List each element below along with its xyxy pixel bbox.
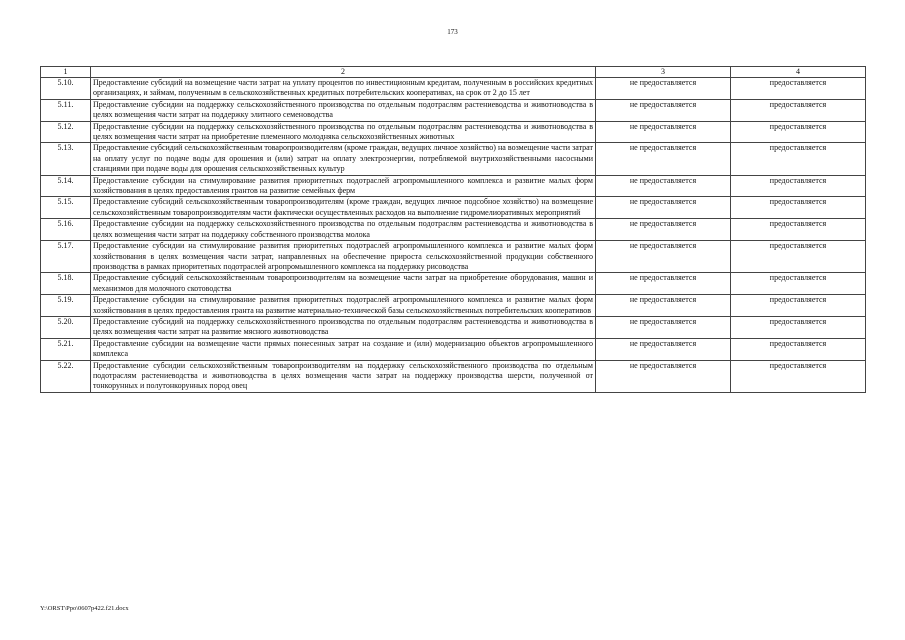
row-number: 5.14.: [41, 175, 91, 197]
row-description: Предоставление субсидий сельскохозяйственным товаропроизводителям на возмещение части затрат на приобретение оборудования, машин и механизмов для молочного скотоводства: [91, 273, 596, 295]
row-column-3-value: не предоставляется: [596, 273, 731, 295]
row-column-3-value: не предоставляется: [596, 219, 731, 241]
table-row: [41, 316, 866, 338]
row-column-3-value: не предоставляется: [596, 295, 731, 317]
row-number: 5.20.: [41, 316, 91, 338]
table-row: [41, 295, 866, 317]
header-cell-3: 3: [596, 67, 731, 78]
row-column-3-value: не предоставляется: [596, 197, 731, 219]
row-description: Предоставление субсидии на стимулирование развития приоритетных подотраслей агропромышленного комплекса и развитие малых форм хозяйствования в целях предоставления гранта на развитие материально-технической базы сельскохозяйственных потребительских кооперативов: [91, 295, 596, 317]
row-description: Предоставление субсидии на поддержку сельскохозяйственного производства по отдельным подотраслям растениеводства и животноводства в целях возмещения части затрат на приобретение племенного молодняка сельскохозяйственных животных: [91, 121, 596, 143]
row-column-4-value: предоставляется: [731, 197, 866, 219]
table-row: [41, 121, 866, 143]
row-description: Предоставление субсидии на возмещение части прямых понесенных затрат на создание и (или) модернизацию объектов агропромышленного комплекса: [91, 338, 596, 360]
row-number: 5.19.: [41, 295, 91, 317]
table-row: [41, 219, 866, 241]
row-number: 5.17.: [41, 241, 91, 273]
row-column-4-value: предоставляется: [731, 143, 866, 175]
footer-file-path: Y:\ORST\Ppo\0607p422.f21.docx: [40, 605, 129, 612]
row-description: Предоставление субсидий сельскохозяйственным товаропроизводителям (кроме граждан, ведущих личное хозяйство) на возмещение части затрат на оплату услуг по подаче воды для орошения и (или) затрат на оплату электроэнергии, потребляемой внутрихозяйственными насосными станциями при подаче воды для орошения сельскохозяйственных культур: [91, 143, 596, 175]
header-cell-4: 4: [731, 67, 866, 78]
row-number: 5.10.: [41, 78, 91, 100]
table-row: [41, 197, 866, 219]
row-description: Предоставление субсидий на возмещение части затрат на уплату процентов по инвестиционным кредитам, полученным в российских кредитных организациях, и займам, полученным в сельскохозяйственных кредитных потребительских кооперативах, на срок от 2 до 15 лет: [91, 78, 596, 100]
row-column-3-value: не предоставляется: [596, 360, 731, 392]
row-number: 5.13.: [41, 143, 91, 175]
row-description: Предоставление субсидии сельскохозяйственным товаропроизводителям на поддержку сельскохозяйственного производства по отдельным подотраслям растениеводства и животноводства в целях возмещения части затрат на поддержку производства шерсти, полученной от тонкорунных и полутонкорунных пород овец: [91, 360, 596, 392]
row-column-4-value: предоставляется: [731, 241, 866, 273]
row-column-4-value: предоставляется: [731, 121, 866, 143]
subsidy-table: [40, 66, 866, 393]
table-row: [41, 360, 866, 392]
row-description: Предоставление субсидий сельскохозяйственным товаропроизводителям (кроме граждан, ведущих личное подсобное хозяйство) на возмещение сельскохозяйственным товаропроизводителям части фактически осуществленных расходов на выполнение гидромелиоративных мероприятий: [91, 197, 596, 219]
row-column-3-value: не предоставляется: [596, 338, 731, 360]
row-number: 5.12.: [41, 121, 91, 143]
row-column-4-value: предоставляется: [731, 360, 866, 392]
row-column-4-value: предоставляется: [731, 99, 866, 121]
row-column-3-value: не предоставляется: [596, 316, 731, 338]
table-row: [41, 273, 866, 295]
table-row: [41, 338, 866, 360]
table-row: [41, 78, 866, 100]
row-column-4-value: предоставляется: [731, 219, 866, 241]
row-column-4-value: предоставляется: [731, 338, 866, 360]
page-number: 173: [447, 28, 458, 36]
row-description: Предоставление субсидии на стимулирование развития приоритетных подотраслей агропромышленного комплекса и развитие малых форм хозяйствования в целях возмещения части затрат, направленных на обеспечение прироста сельскохозяйственной продукции собственного производства в рамках приоритетных подотраслей агропромышленного комплекса на поддержку рисоводства: [91, 241, 596, 273]
row-column-3-value: не предоставляется: [596, 175, 731, 197]
header-cell-2: 2: [91, 67, 596, 78]
row-column-4-value: предоставляется: [731, 273, 866, 295]
row-column-3-value: не предоставляется: [596, 143, 731, 175]
row-column-4-value: предоставляется: [731, 175, 866, 197]
row-description: Предоставление субсидии на стимулирование развития приоритетных подотраслей агропромышленного комплекса и развитие малых форм хозяйствования в целях предоставления грантов на развитие семейных ферм: [91, 175, 596, 197]
row-number: 5.22.: [41, 360, 91, 392]
row-description: Предоставление субсидии на поддержку сельскохозяйственного производства по отдельным подотраслям растениеводства и животноводства в целях возмещения части затрат на поддержку элитного семеноводства: [91, 99, 596, 121]
row-column-3-value: не предоставляется: [596, 78, 731, 100]
table-row: [41, 99, 866, 121]
row-number: 5.15.: [41, 197, 91, 219]
row-column-4-value: предоставляется: [731, 78, 866, 100]
row-number: 5.18.: [41, 273, 91, 295]
header-cell-1: 1: [41, 67, 91, 78]
table-row: [41, 175, 866, 197]
row-number: 5.16.: [41, 219, 91, 241]
row-number: 5.11.: [41, 99, 91, 121]
table-row: [41, 143, 866, 175]
row-column-4-value: предоставляется: [731, 295, 866, 317]
row-column-4-value: предоставляется: [731, 316, 866, 338]
row-description: Предоставление субсидий на поддержку сельскохозяйственного производства по отдельным подотраслям растениеводства и животноводства в целях возмещения части затрат на развитие мясного животноводства: [91, 316, 596, 338]
table-header-row: [41, 67, 866, 78]
table-row: [41, 241, 866, 273]
row-description: Предоставление субсидии на поддержку сельскохозяйственного производства по отдельным подотраслям растениеводства и животноводства в целях возмещения части затрат на поддержку собственного производства молока: [91, 219, 596, 241]
row-column-3-value: не предоставляется: [596, 241, 731, 273]
row-column-3-value: не предоставляется: [596, 121, 731, 143]
row-column-3-value: не предоставляется: [596, 99, 731, 121]
row-number: 5.21.: [41, 338, 91, 360]
